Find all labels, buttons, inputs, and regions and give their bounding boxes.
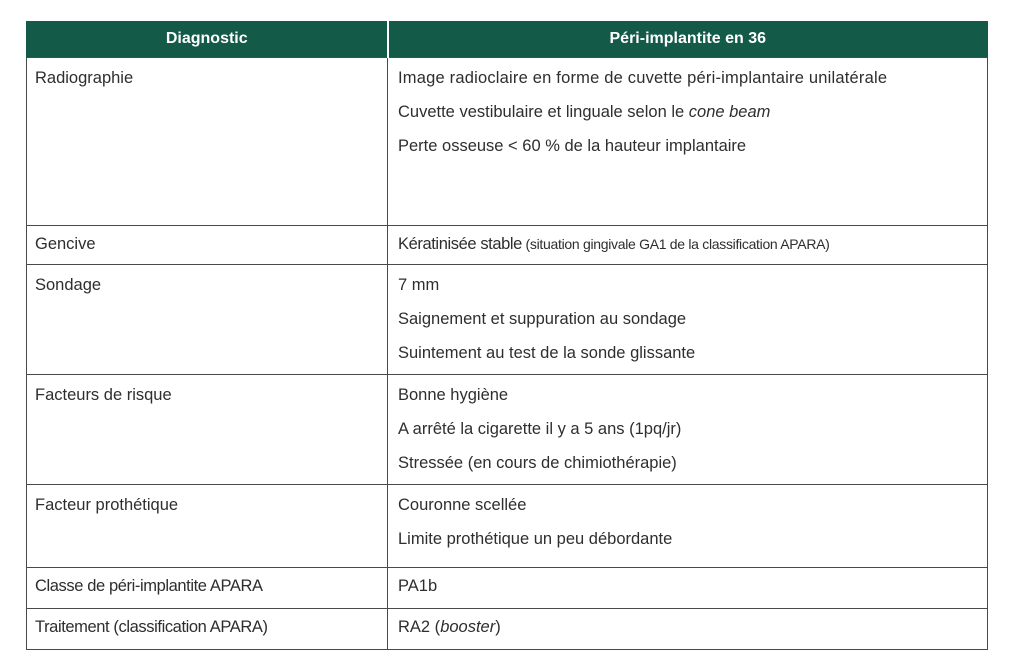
- row-label-classe: Classe de péri-implantite APARA: [27, 568, 388, 609]
- traitement-value-suffix: ): [495, 618, 501, 636]
- table-row-gencive: [27, 226, 988, 265]
- diagnostic-table-container: [26, 21, 987, 650]
- table-row-facteur-prothetique: [27, 485, 988, 568]
- gencive-value-main: Kératinisée stable: [398, 235, 522, 253]
- gencive-value-note: (situation gingivale GA1 de la classification APARA): [521, 236, 830, 252]
- sondage-line-1: 7 mm: [398, 276, 440, 294]
- row-label-facteurs-risque: Facteurs de risque: [27, 375, 388, 485]
- row-value-classe: PA1b: [388, 568, 988, 609]
- radiographie-line-2-text: Cuvette vestibulaire et linguale selon le: [398, 103, 689, 121]
- row-label-traitement: Traitement (classification APARA): [27, 609, 388, 650]
- radiographie-line-3: Perte osseuse < 60 % de la hauteur implantaire: [398, 137, 747, 155]
- table-row-traitement: [27, 609, 988, 650]
- row-label-sondage: Sondage: [27, 265, 388, 375]
- row-label-gencive: Gencive: [27, 226, 388, 265]
- header-diagnostic: Diagnostic: [27, 21, 388, 58]
- facteur-prothetique-line-1: Couronne scellée: [398, 496, 527, 514]
- facteurs-risque-line-2: A arrêté la cigarette il y a 5 ans (1pq/jr): [398, 420, 682, 438]
- row-value-gencive: [388, 226, 988, 265]
- row-value-radiographie: [388, 58, 988, 226]
- table-row-sondage: [27, 265, 988, 375]
- row-value-facteurs-risque: [388, 375, 988, 485]
- row-value-facteur-prothetique: [388, 485, 988, 568]
- radiographie-line-2-italic: cone beam: [688, 103, 771, 121]
- facteurs-risque-line-3: Stressée (en cours de chimiothérapie): [398, 454, 677, 472]
- facteurs-risque-line-1: Bonne hygiène: [398, 386, 509, 404]
- row-value-traitement: [388, 609, 988, 650]
- table-header-row: [27, 21, 988, 58]
- traitement-value-italic: booster: [440, 618, 496, 636]
- table-row-radiographie: [27, 58, 988, 226]
- diagnostic-table: [26, 21, 988, 650]
- table-row-facteurs-risque: [27, 375, 988, 485]
- radiographie-line-1: Image radioclaire en forme de cuvette péri-implantaire unilatérale: [398, 69, 888, 87]
- row-label-facteur-prothetique: Facteur prothétique: [27, 485, 388, 568]
- row-label-radiographie: Radiographie: [27, 58, 388, 226]
- traitement-value-prefix: RA2 (: [398, 618, 441, 636]
- radiographie-line-2: [398, 102, 977, 123]
- row-value-sondage: [388, 265, 988, 375]
- sondage-line-3: Suintement au test de la sonde glissante: [398, 344, 696, 362]
- table-row-classe: [27, 568, 988, 609]
- facteur-prothetique-line-2: Limite prothétique un peu débordante: [398, 530, 673, 548]
- header-peri-implantite: Péri-implantite en 36: [388, 21, 988, 58]
- sondage-line-2: Saignement et suppuration au sondage: [398, 310, 687, 328]
